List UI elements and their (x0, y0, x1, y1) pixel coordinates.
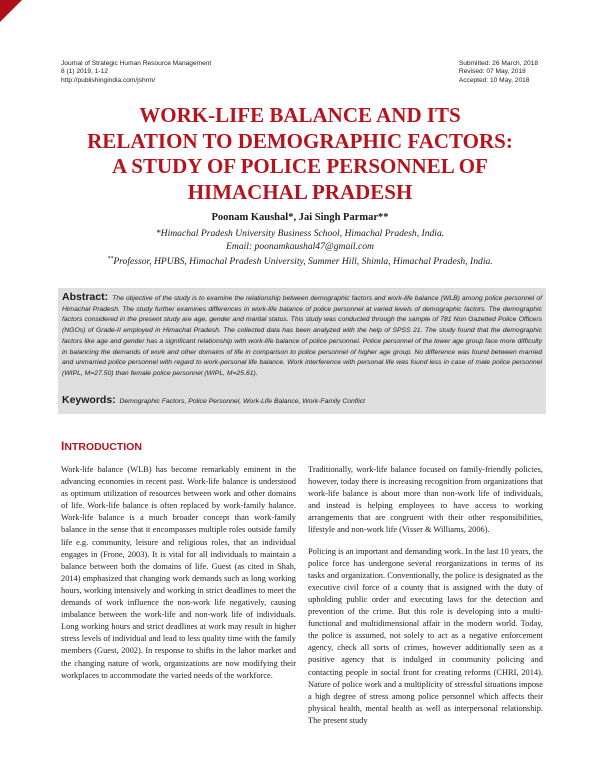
section-heading-rest: NTRODUCTION (64, 441, 142, 453)
journal-volume: 8 (1) 2019, 1-12 (61, 68, 108, 76)
keywords-text: Demographic Factors, Police Personnel, Work-Life Balance, Work-Family Conflict (119, 398, 365, 405)
section-heading-introduction (61, 439, 142, 453)
authors: Poonam Kaushal*, Jai Singh Parmar** (211, 212, 389, 223)
title-line-2: RELATION TO DEMOGRAPHIC FACTORS: (87, 128, 513, 153)
keywords-label: Keywords: (62, 394, 116, 406)
journal-name: Journal of Strategic Human Resource Management (61, 60, 212, 67)
abstract (62, 292, 542, 380)
affiliation-2-text: Professor, HPUBS, Himachal Pradesh University, Summer Hill, Shimla, Himachal Pradesh, India. (113, 256, 493, 268)
abstract-text: The objective of the study is to examine the relationship between demographic factors and work-life balance (WLB) among police personnel of Himachal Pradesh. The study further examines differences in work-life balance of police personnel at varied levels of demographic factors. The demographic factors considered in the present study are age, gender and marital status. This study was conducted through the sample of 781 Non Gazetted Police Officers (NGOs) of Grade-II employed in Himachal Pradesh. The collected data has been analyzed with the help of SPSS 21. The study found that the demographic factors like age and gender has a significant relationship with work-life balance of police personnel. Police personnel of the lower age group face more difficulty in balancing the demands of work and other domains of life in comparison to police personnel of higher age group. No difference was found between married and unmarried police personnel with regard to work-personal life balance. Work interference with personal life was found less in case of male police personnel (WIPL, M=27.50) than female police personnel (WIPL, M=25.61). (62, 295, 543, 377)
article-title (40, 103, 560, 205)
journal-url[interactable]: http://publishingindia.com/jshrm/ (61, 76, 156, 84)
left-column (61, 464, 296, 682)
submission-dates (459, 60, 538, 85)
affiliation-1: *Himachal Pradesh University Business School, Himachal Pradesh, India. (155, 228, 445, 239)
author-email[interactable]: Email: poonamkaushal47@gmail.com (226, 241, 374, 252)
title-line-4: HIMACHAL PRADESH (187, 179, 413, 204)
right-column (308, 464, 543, 727)
body-paragraph: Traditionally, work-life balance focused on family-friendly policies, however, today there is increasing recognition from organizations that work-life balance is about more than non-work life of individuals, and instead is helping employees to have access to working arrangements that are congruent with their other responsibilities, lifestyle and non-work life (Visser & Williams, 2006). (308, 465, 543, 535)
accepted-date: Accepted: 10 May, 2018 (458, 76, 530, 84)
title-line-1: WORK-LIFE BALANCE AND ITS (139, 103, 461, 127)
submitted-date: Submitted: 26 March, 2018 (458, 60, 538, 67)
affiliation-2-mark: ** (107, 256, 114, 262)
section-heading-initial: I (61, 439, 65, 453)
revised-date: Revised: 07 May, 2018 (458, 68, 526, 76)
abstract-label: Abstract: (62, 291, 109, 303)
affiliation-2 (40, 256, 560, 267)
corner-accent (0, 0, 22, 22)
keywords (62, 394, 542, 406)
title-line-3: A STUDY OF POLICE PERSONNEL OF (112, 154, 488, 178)
journal-info (61, 60, 211, 85)
body-paragraph: Policing is an important and demanding work. In the last 10 years, the police force has undergone several reorganizations in terms of its tasks and organization. Conventionally, the police is designated as the executive civil force of a county that is assigned with the duty of upholding public order and executing laws for the detection and prevention of the crime. But this role is developing into a multi-functional and multidimensional affair in the modern world. Today, the police is assumed, not solely to act as a negative enforcement agency, check all sorts of crimes, however additionally seen as a positive agency that is indulged in community policing and contacting people in social front for creating reforms (CHRI, 2014). Nature of police work and a multiplicity of stressful situations impose a high degree of stress among police personnel which affects their physical health, mental health as well as interpersonal relationship. The present study (308, 546, 543, 725)
body-paragraph: Work-life balance (WLB) has become remarkably eminent in the advancing economies in recent past. Work-life balance is understood as optimum utilization of resources between work and other domains of life. Work-life balance is often replaced by work-family balance. Work-life balance is a much broader concept than work-family balance in the sense that it encompasses multiple roles outside family life e.g. community, leisure and religious roles, that an individual engages in (Frone, 2003). It is vital for all individuals to maintain a balance between both the domains of life. Guest (as cited in Shah, 2014) emphasized that changing work demands such as long working hours, working intensively and working in strict deadlines to meet the demands of work influence the non-work life negatively, causing imbalance between the work-life and non-work life of individuals. Long working hours and strict deadlines at work may result in higher stress levels of individual and lead to less quality time with the family members (Guest, 2002). In response to shifts in the labor market and the changing nature of work, organizations are now modifying their workplaces to accommodate the varied needs of the workforce. (61, 465, 296, 680)
